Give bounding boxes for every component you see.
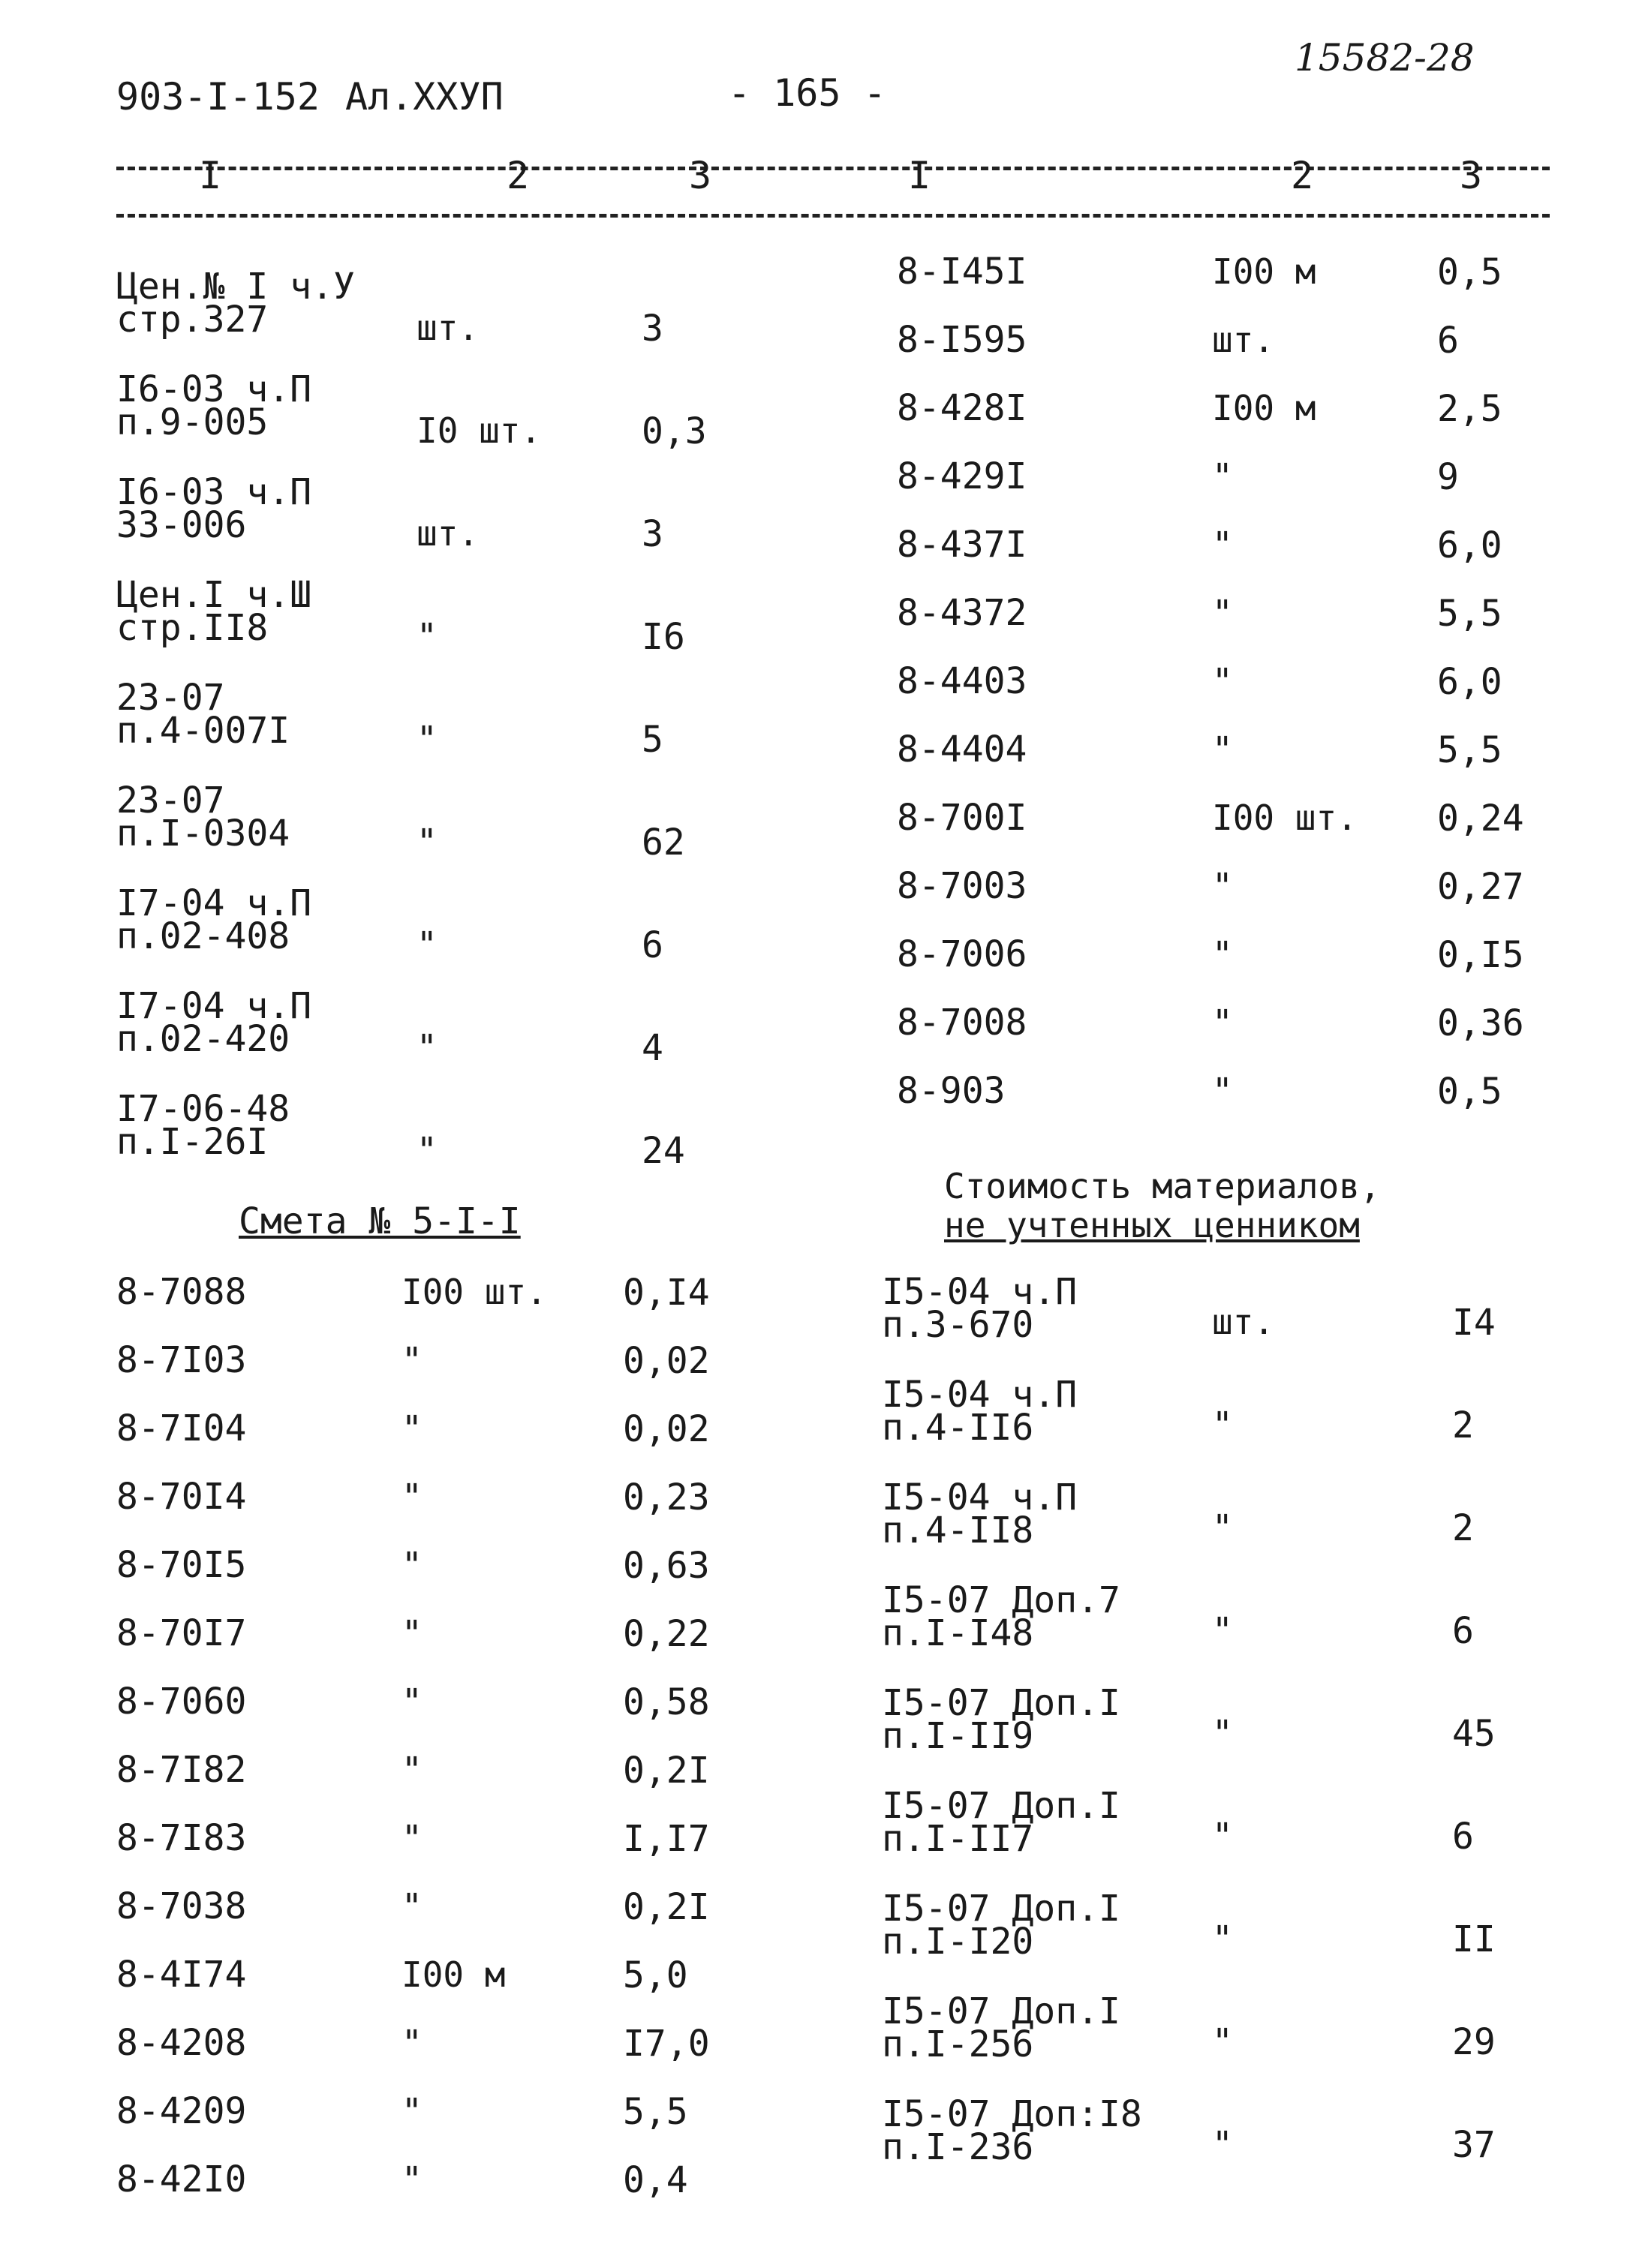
quantity-cell: 2,5: [1437, 388, 1502, 430]
code-cell: [897, 661, 1027, 701]
code-line: I6-03 ч.П: [116, 368, 312, 410]
quantity-cell: 0,4: [623, 2159, 688, 2201]
code-cell: [116, 1272, 246, 1312]
quantity-cell: I4: [1452, 1302, 1496, 1344]
quantity-cell: 0,27: [1437, 866, 1524, 908]
quantity-cell: 5,5: [1437, 729, 1502, 771]
unit-cell: ": [417, 616, 438, 656]
unit-cell: шт.: [417, 513, 480, 554]
quantity-cell: 0,5: [1437, 1071, 1502, 1113]
code-line: 8-7038: [116, 1885, 247, 1927]
quantity-cell: 0,36: [1437, 1002, 1524, 1044]
unit-cell: ": [1212, 1713, 1233, 1753]
code-line: 8-I45I: [897, 251, 1027, 293]
section-title-right-line1: Стоимость материалов,: [944, 1166, 1381, 1206]
quantity-cell: 6: [1452, 1610, 1474, 1652]
doc-code: 903-I-152: [116, 75, 320, 119]
code-line: 8-7006: [897, 933, 1027, 975]
code-line: 8-437I: [897, 524, 1027, 566]
code-line-2: п.3-670: [882, 1304, 1034, 1346]
code-line: 8-4I74: [116, 1954, 247, 1996]
quantity-cell: 6: [642, 924, 663, 966]
code-cell: [882, 1888, 1120, 1962]
code-line: 8-70I4: [116, 1476, 247, 1518]
code-line: I5-07 Доп.7: [882, 1579, 1120, 1621]
code-line-2: п.I-256: [882, 2023, 1034, 2065]
code-line: 23-07: [116, 677, 225, 719]
quantity-cell: 6,0: [1437, 661, 1502, 703]
code-cell: [897, 1071, 1006, 1111]
code-line: 8-70I7: [116, 1612, 247, 1654]
quantity-cell: 2: [1452, 1404, 1474, 1446]
col-header-2: 2: [507, 154, 530, 197]
quantity-cell: I7,0: [623, 2023, 710, 2065]
code-line: 8-7060: [116, 1681, 247, 1723]
quantity-cell: 0,2I: [623, 1750, 710, 1792]
code-cell: [116, 677, 290, 751]
code-line-2: п.I-II9: [882, 1715, 1034, 1757]
code-line: 8-428I: [897, 387, 1027, 429]
code-line: 8-42I0: [116, 2158, 247, 2200]
code-cell: [116, 780, 290, 854]
code-line: 8-7088: [116, 1271, 247, 1313]
code-cell: [897, 1002, 1027, 1043]
quantity-cell: 3: [642, 308, 663, 350]
code-line-2: п.I-II7: [882, 1818, 1034, 1860]
unit-cell: ": [1212, 1071, 1233, 1111]
code-cell: [116, 2091, 246, 2131]
code-cell: [116, 1613, 246, 1654]
code-cell: [116, 1750, 246, 1790]
unit-cell: шт.: [417, 308, 480, 348]
code-line: I5-07 Доп.I: [882, 1990, 1120, 2032]
quantity-cell: 0,58: [623, 1681, 710, 1723]
unit-cell: ": [1212, 593, 1233, 633]
code-line: I7-06-48: [116, 1088, 290, 1130]
code-cell: [116, 1954, 246, 1995]
quantity-cell: 0,02: [623, 1340, 710, 1382]
code-line: I5-04 ч.П: [882, 1374, 1078, 1416]
code-line: 8-70I5: [116, 1544, 247, 1586]
unit-cell: ": [401, 2091, 423, 2131]
unit-cell: ": [401, 1340, 423, 1380]
code-cell: [897, 934, 1027, 975]
code-line: Цен.I ч.Ш: [116, 574, 312, 616]
code-line-2: стр.327: [116, 299, 269, 341]
stamp-number: 15582-28: [1295, 36, 1475, 80]
unit-cell: ": [401, 1681, 423, 1722]
code-line: 8-7I03: [116, 1339, 247, 1381]
code-cell: [116, 986, 311, 1059]
quantity-cell: 0,63: [623, 1545, 710, 1587]
quantity-cell: 45: [1452, 1713, 1496, 1755]
code-line: 8-I595: [897, 319, 1027, 361]
unit-cell: ": [1212, 456, 1233, 497]
unit-cell: ": [401, 1545, 423, 1585]
right-table-bottom: [882, 1272, 1572, 2217]
code-line: 8-429I: [897, 455, 1027, 497]
unit-cell: ": [1212, 1002, 1233, 1043]
code-line-2: п.02-408: [116, 915, 290, 957]
code-line: 23-07: [116, 780, 225, 822]
quantity-cell: I6: [642, 616, 685, 658]
code-line: 8-4372: [897, 592, 1027, 634]
code-cell: [882, 1991, 1120, 2065]
col-header-1: I: [199, 154, 222, 197]
unit-cell: I00 шт.: [1212, 798, 1358, 838]
col-header-5: 2: [1291, 154, 1314, 197]
code-cell: [116, 883, 311, 957]
code-cell: [897, 593, 1027, 633]
code-line-2: п.I-I20: [882, 1921, 1034, 1963]
unit-cell: ": [1212, 661, 1233, 701]
code-cell: [116, 1886, 246, 1927]
quantity-cell: 9: [1437, 456, 1459, 498]
code-cell: [897, 320, 1027, 360]
quantity-cell: II: [1452, 1918, 1496, 1960]
unit-cell: ": [401, 1750, 423, 1790]
quantity-cell: 5,5: [623, 2091, 688, 2133]
code-line: Цен.№ I ч.У: [116, 266, 355, 308]
unit-cell: I00 м: [1212, 251, 1316, 292]
code-cell: [116, 266, 355, 340]
unit-cell: ": [417, 924, 438, 965]
code-line-2: стр.II8: [116, 607, 269, 649]
quantity-cell: 3: [642, 513, 663, 555]
code-line-2: п.4-II6: [882, 1407, 1034, 1449]
code-line: I5-04 ч.П: [882, 1476, 1078, 1519]
code-cell: [116, 575, 311, 648]
unit-cell: ": [1212, 934, 1233, 975]
unit-cell: шт.: [1212, 1302, 1275, 1342]
header-rule-bottom: [116, 214, 1550, 218]
code-line: 8-4404: [897, 728, 1027, 771]
unit-cell: ": [417, 1027, 438, 1068]
code-cell: [116, 369, 311, 443]
code-cell: [116, 472, 311, 545]
code-cell: [116, 2023, 246, 2063]
unit-cell: ": [417, 822, 438, 862]
quantity-cell: 29: [1452, 2021, 1496, 2063]
code-line-2: 33-006: [116, 504, 247, 546]
code-line: 8-7008: [897, 1002, 1027, 1044]
col-header-3: 3: [689, 154, 712, 197]
code-line: I5-04 ч.П: [882, 1271, 1078, 1313]
quantity-cell: 5: [642, 719, 663, 761]
unit-cell: ": [1212, 1507, 1233, 1548]
quantity-cell: 0,I4: [623, 1272, 710, 1314]
code-line: 8-7I04: [116, 1407, 247, 1449]
code-cell: [897, 388, 1027, 428]
code-cell: [882, 2094, 1142, 2167]
code-line: I5-07 Доп:I8: [882, 2093, 1142, 2135]
unit-cell: ": [1212, 1816, 1233, 1856]
unit-cell: ": [401, 1886, 423, 1927]
quantity-cell: 6: [1452, 1816, 1474, 1858]
unit-cell: ": [1212, 729, 1233, 770]
quantity-cell: 0,22: [623, 1613, 710, 1655]
quantity-cell: 4: [642, 1027, 663, 1069]
unit-cell: ": [1212, 866, 1233, 906]
code-line-2: п.02-420: [116, 1018, 290, 1060]
code-line: I7-04 ч.П: [116, 882, 312, 924]
quantity-cell: 0,3: [642, 410, 707, 452]
code-line: 8-7003: [897, 865, 1027, 907]
code-line-2: п.4-007I: [116, 710, 290, 752]
col-header-6: 3: [1460, 154, 1483, 197]
code-cell: [897, 251, 1027, 292]
right-table-top: [897, 251, 1572, 1167]
quantity-cell: 0,I5: [1437, 934, 1524, 976]
quantity-cell: 0,2I: [623, 1886, 710, 1928]
code-line: I6-03 ч.П: [116, 471, 312, 513]
unit-cell: I00 м: [401, 1954, 506, 1995]
code-line: 8-7I82: [116, 1749, 247, 1791]
code-line-2: п.4-II8: [882, 1509, 1034, 1552]
code-line: 8-903: [897, 1070, 1006, 1112]
quantity-cell: 0,23: [623, 1476, 710, 1519]
code-cell: [116, 1681, 246, 1722]
unit-cell: ": [1212, 2124, 1233, 2164]
left-table-top: [116, 266, 792, 1197]
code-cell: [882, 1477, 1077, 1551]
unit-cell: I00 шт.: [401, 1272, 547, 1312]
quantity-cell: 24: [642, 1130, 685, 1172]
quantity-cell: 0,02: [623, 1408, 710, 1450]
code-cell: [116, 2159, 246, 2200]
unit-cell: ": [417, 719, 438, 759]
unit-cell: шт.: [1212, 320, 1275, 360]
header-rule-top: [116, 167, 1550, 170]
code-cell: [116, 1340, 246, 1380]
code-line: 8-4208: [116, 2022, 247, 2064]
page-number: - 165 -: [728, 71, 886, 115]
quantity-cell: 0,5: [1437, 251, 1502, 293]
code-line-2: п.9-005: [116, 401, 269, 443]
code-cell: [882, 1272, 1077, 1345]
quantity-cell: 2: [1452, 1507, 1474, 1549]
code-cell: [882, 1580, 1120, 1654]
unit-cell: I0 шт.: [417, 410, 542, 451]
code-line: I7-04 ч.П: [116, 985, 312, 1027]
unit-cell: I00 м: [1212, 388, 1316, 428]
code-line: 8-7I83: [116, 1817, 247, 1859]
section-title-right: [944, 1167, 1381, 1245]
unit-cell: ": [1212, 2021, 1233, 2062]
left-table-bottom: [116, 1272, 792, 2217]
unit-cell: ": [1212, 1404, 1233, 1445]
quantity-cell: 6: [1437, 320, 1459, 362]
code-cell: [116, 1545, 246, 1585]
quantity-cell: 0,24: [1437, 798, 1524, 840]
code-line: I5-07 Доп.I: [882, 1888, 1120, 1930]
code-cell: [116, 1089, 290, 1162]
quantity-cell: 37: [1452, 2124, 1496, 2166]
quantity-cell: 5,5: [1437, 593, 1502, 635]
unit-cell: ": [1212, 1610, 1233, 1651]
col-header-4: I: [908, 154, 931, 197]
quantity-cell: 62: [642, 822, 685, 864]
code-line: 8-700I: [897, 797, 1027, 839]
code-line-2: п.I-26I: [116, 1121, 269, 1163]
code-cell: [116, 1408, 246, 1449]
unit-cell: ": [401, 1613, 423, 1654]
code-line: I5-07 Доп.I: [882, 1785, 1120, 1827]
code-cell: [882, 1374, 1077, 1448]
section-title-left: Смета № 5-I-I: [239, 1200, 521, 1242]
unit-cell: ": [401, 1476, 423, 1517]
code-line-2: п.I-236: [882, 2126, 1034, 2168]
code-cell: [882, 1786, 1120, 1859]
unit-cell: ": [401, 1818, 423, 1858]
unit-cell: ": [1212, 1918, 1233, 1959]
quantity-cell: 6,0: [1437, 524, 1502, 566]
code-cell: [897, 866, 1027, 906]
album-number: Ал.XXУП: [345, 75, 504, 119]
code-cell: [897, 798, 1027, 838]
code-cell: [116, 1818, 246, 1858]
code-line: 8-4209: [116, 2090, 247, 2132]
unit-cell: ": [417, 1130, 438, 1170]
code-cell: [882, 1683, 1120, 1756]
code-cell: [897, 456, 1027, 497]
code-line: 8-4403: [897, 660, 1027, 702]
code-cell: [897, 729, 1027, 770]
unit-cell: ": [401, 2023, 423, 2063]
code-cell: [897, 524, 1027, 565]
code-line: I5-07 Доп.I: [882, 1682, 1120, 1724]
unit-cell: ": [401, 2159, 423, 2200]
code-line-2: п.I-0304: [116, 813, 290, 855]
unit-cell: ": [1212, 524, 1233, 565]
code-cell: [116, 1476, 246, 1517]
quantity-cell: 5,0: [623, 1954, 688, 1996]
section-title-right-line2: не учтенных ценником: [944, 1205, 1360, 1245]
unit-cell: ": [401, 1408, 423, 1449]
code-line-2: п.I-I48: [882, 1612, 1034, 1654]
quantity-cell: I,I7: [623, 1818, 710, 1860]
